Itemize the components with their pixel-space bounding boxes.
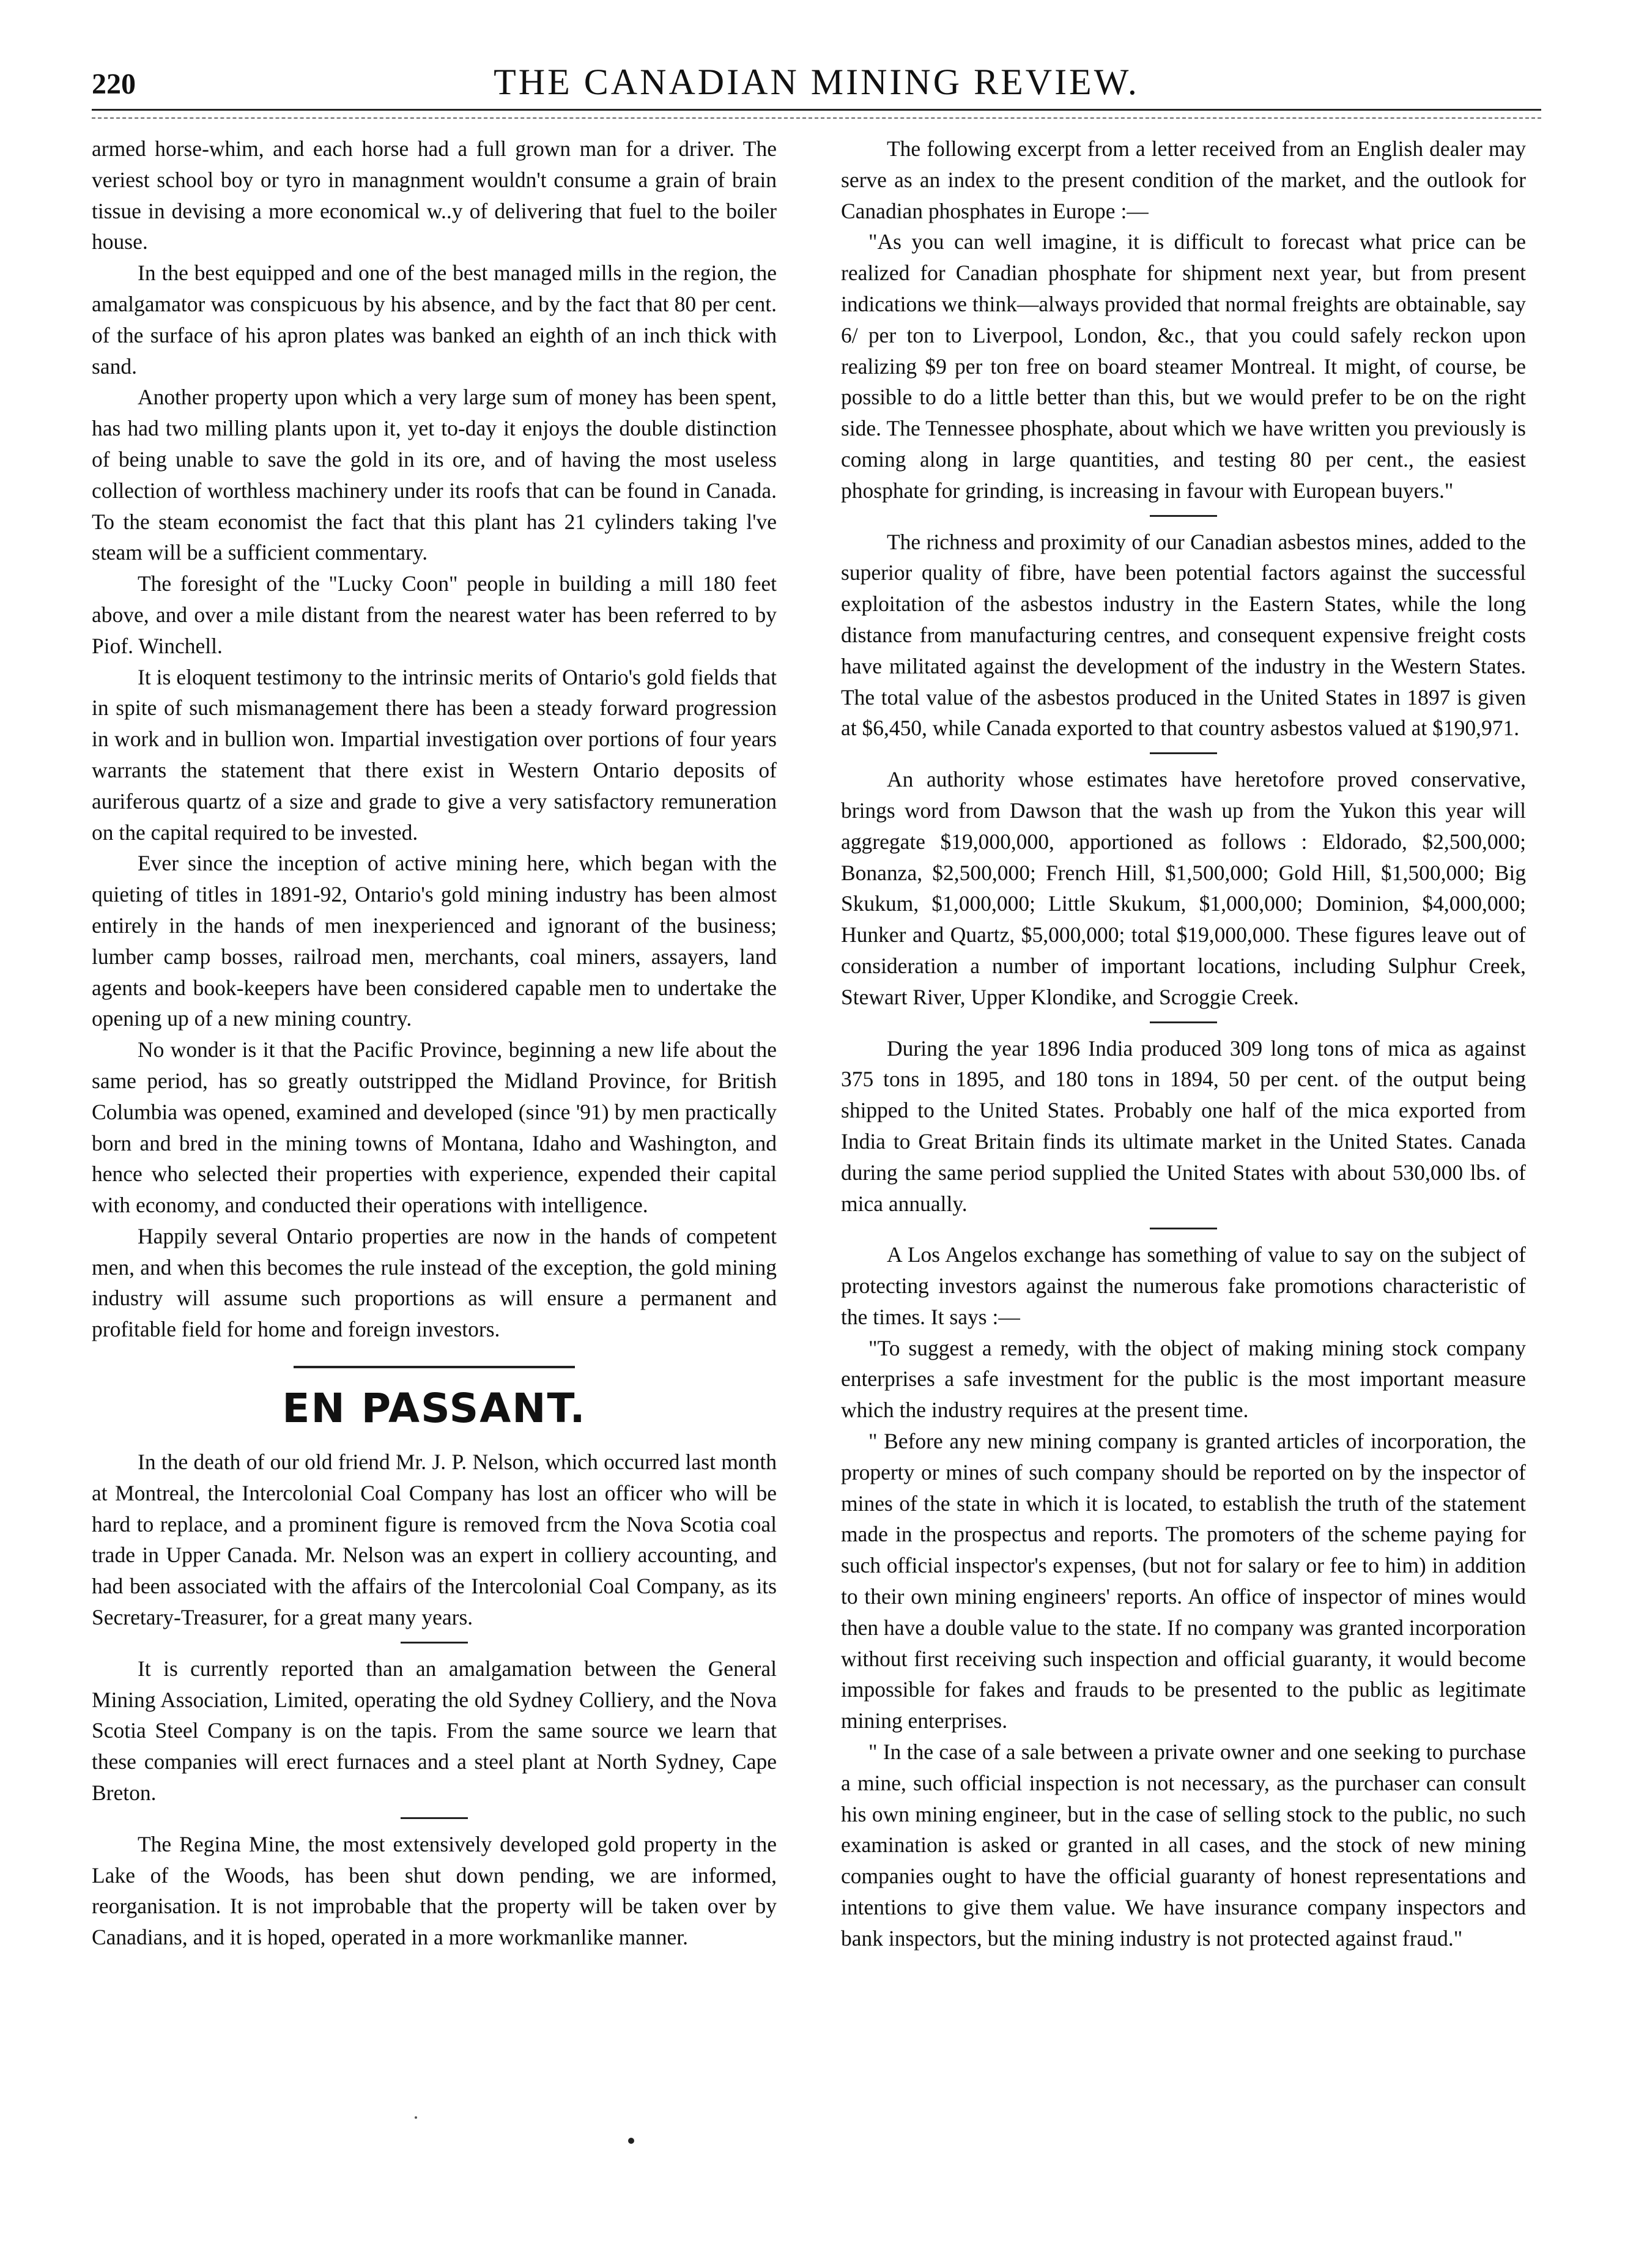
- paragraph: It is currently reported than an amalgamation between the General Mining Association, Limited, operating the old Sydney Colliery, and the Nova Scotia Steel Company is on the tapis. From the same source we learn that these companies will erect furnaces and a steel plant at North Sydney, Cape Breton.: [92, 1656, 777, 1806]
- paragraph: Another property upon which a very large sum of money has been spent, has had two milling plants upon it, yet to-day it enjoys the double distinction of being unable to save the gold in its ore, and of having the most useless collection of worthless machinery under its roofs that can be found in Canada. To the steam economist the fact that this plant has 21 cylinders taking l've steam will be a sufficient commentary.: [92, 385, 777, 565]
- running-title: THE CANADIAN MINING REVIEW.: [494, 62, 1139, 102]
- paragraph: During the year 1896 India produced 309 long tons of mica as against 375 tons in 1895, and 180 tons in 1894, 50 per cent. of the output being shipped to the United States. Probably one half of the mica exported from India to Great Britain finds its ultimate market in the United States. Canada during the same period supplied the United States with about 530,000 lbs. of mica annually.: [841, 1036, 1526, 1216]
- paragraph: No wonder is it that the Pacific Province, beginning a new life about the same period, has so greatly outstripped the Midland Province, for British Columbia was opened, examined and developed (since '91) by men practically born and bred in the mining towns of Montana, Idaho and Washington, and hence who selected their properties with experience, expended their capital with economy, and conducted their operations with intelligence.: [92, 1037, 777, 1218]
- quoted-paragraph: "To suggest a remedy, with the object of making mining stock company enterprises a safe investment for the public is the most important measure which the industry requires at the present time.: [841, 1335, 1526, 1423]
- ink-speck: [628, 2138, 634, 2144]
- paragraph: In the best equipped and one of the best managed mills in the region, the amalgamator was conspicuous by his absence, and by the fact that 80 per cent. of the surface of his apron plates was banked an eighth of an inch thick with sand.: [92, 261, 777, 379]
- paragraph: The Regina Mine, the most extensively developed gold property in the Lake of the Woods, has been shut down pending, we are informed, reorganisation. It is not improbable that the property will be taken over by Canadians, and it is hoped, operated in a more workmanlike manner.: [92, 1831, 777, 1950]
- paragraph: A Los Angelos exchange has something of value to say on the subject of protecting investors against the numerous fake promotions characteristic of the times. It says :—: [841, 1242, 1526, 1329]
- paragraph: armed horse-whim, and each horse had a full grown man for a driver. The veriest school boy or tyro in managnment wouldn't consume a grain of brain tissue in devising a more economical w..y of delivering that fuel to the boiler house.: [92, 136, 777, 254]
- quoted-paragraph: " In the case of a sale between a private owner and one seeking to purchase a mine, such official inspection is not necessary, as the purchaser can consult his own mining engineer, but in the case of selling stock to the public, no such examination is asked or granted in all cases, and the stock of new mining companies ought to have the official guaranty of honest representations and intentions to give them value. We have insurance company inspectors and bank inspectors, but the mining industry is not protected against fraud.": [841, 1740, 1526, 1951]
- paragraph: An authority whose estimates have heretofore proved conservative, brings word from Dawson that the wash up from the Yukon this year will aggregate $19,000,000, apportioned as follows : Eldorado, $2,500,000; Bonanza, $2,500,000; French Hill, $1,500,000; Gold Hill, $1,500,000; Big Skukum, $1,000,000; Little Skukum, $1,000,000; Dominion, $4,000,000; Hunker and Quartz, $5,000,000; total $19,000,000. These figures leave out of consideration a number of important locations, including Sulphur Creek, Stewart River, Upper Klondike, and Scroggie Creek.: [841, 767, 1526, 1009]
- quoted-letter: "As you can well imagine, it is difficult to forecast what price can be realized for Canadian phosphate for shipment next year, but from present indications we think—always provided that normal freights are obtainable, say 6/ per ton to Liverpool, London, &c., that you could safely reckon upon realizing $9 per ton free on board steamer Montreal. It might, of course, be possible to do a little better than this, but we would prefer to be on the right side. The Tennessee phosphate, about which we have written you previously is coming along in large quantities, and testing 80 per cent., the easiest phosphate for grinding, is increasing in favour with European buyers.": [841, 229, 1526, 503]
- quoted-paragraph: " Before any new mining company is granted articles of incorporation, the property or mines of such company should be reported on by the inspector of mines of the state in which it is located, to establish the truth of the statement made in the prospectus and reports. The promoters of the scheme paying for such official inspector's expenses, (but not for salary or fee to him) in addition to their own mining engineers' reports. An office of inspector of mines would then have a double value to the state. If no company was granted incorporation without first receiving such inspection and official guaranty, it would become impossible for fakes and frauds to be presented to the public as legitimate mining enterprises.: [841, 1429, 1526, 1733]
- paragraph: Ever since the inception of active mining here, which began with the quieting of titles in 1891-92, Ontario's gold mining industry has been almost entirely in the hands of men inexperienced and ignorant of the business; lumber camp bosses, railroad men, merchants, coal miners, assayers, land agents and book-keepers have been considered capable men to undertake the opening up of a new mining country.: [92, 851, 777, 1031]
- paragraph: In the death of our old friend Mr. J. P. Nelson, which occurred last month at Montreal, the Intercolonial Coal Company has lost an officer who will be hard to replace, and a prominent figure is removed frcm the Nova Scotia coal trade in Upper Canada. Mr. Nelson was an expert in colliery accounting, and had been associated with the affairs of the Intercolonial Coal Company, as its Secretary-Treasurer, for a great many years.: [92, 1450, 777, 1630]
- paragraph: The richness and proximity of our Canadian asbestos mines, added to the superior quality of fibre, have been potential factors against the successful exploitation of the asbestos industry in the Eastern States, while the long distance from manufacturing centres, and consequent expensive freight costs have militated against the development of the industry in the Western States. The total value of the asbestos produced in the United States in 1897 is given at $6,450, while Canada exported to that country asbestos valued at $190,971.: [841, 529, 1526, 741]
- paragraph: The foresight of the "Lucky Coon" people in building a mill 180 feet above, and over a mile distant from the nearest water has been referred to by Piof. Winchell.: [92, 571, 777, 658]
- ink-speck: [415, 2116, 417, 2119]
- paragraph: It is eloquent testimony to the intrinsic merits of Ontario's gold fields that in spite of such mismanagement there has been a steady forward progression in work and in bullion won. Impartial investigation over portions of four years warrants the statement that there exist in Western Ontario deposits of auriferous quartz of a size and grade to give a very satisfactory remuneration on the capital required to be invested.: [92, 664, 777, 845]
- paragraph: Happily several Ontario properties are now in the hands of competent men, and when this becomes the rule instead of the exception, the gold mining industry will assume such proportions as will ensure a permanent and profitable field for home and foreign investors.: [92, 1223, 777, 1342]
- page-number: 220: [92, 68, 136, 100]
- paragraph: The following excerpt from a letter received from an English dealer may serve as an index to the present condition of the market, and the outlook for Canadian phosphates in Europe :—: [841, 136, 1526, 223]
- section-heading: EN PASSANT.: [282, 1385, 587, 1432]
